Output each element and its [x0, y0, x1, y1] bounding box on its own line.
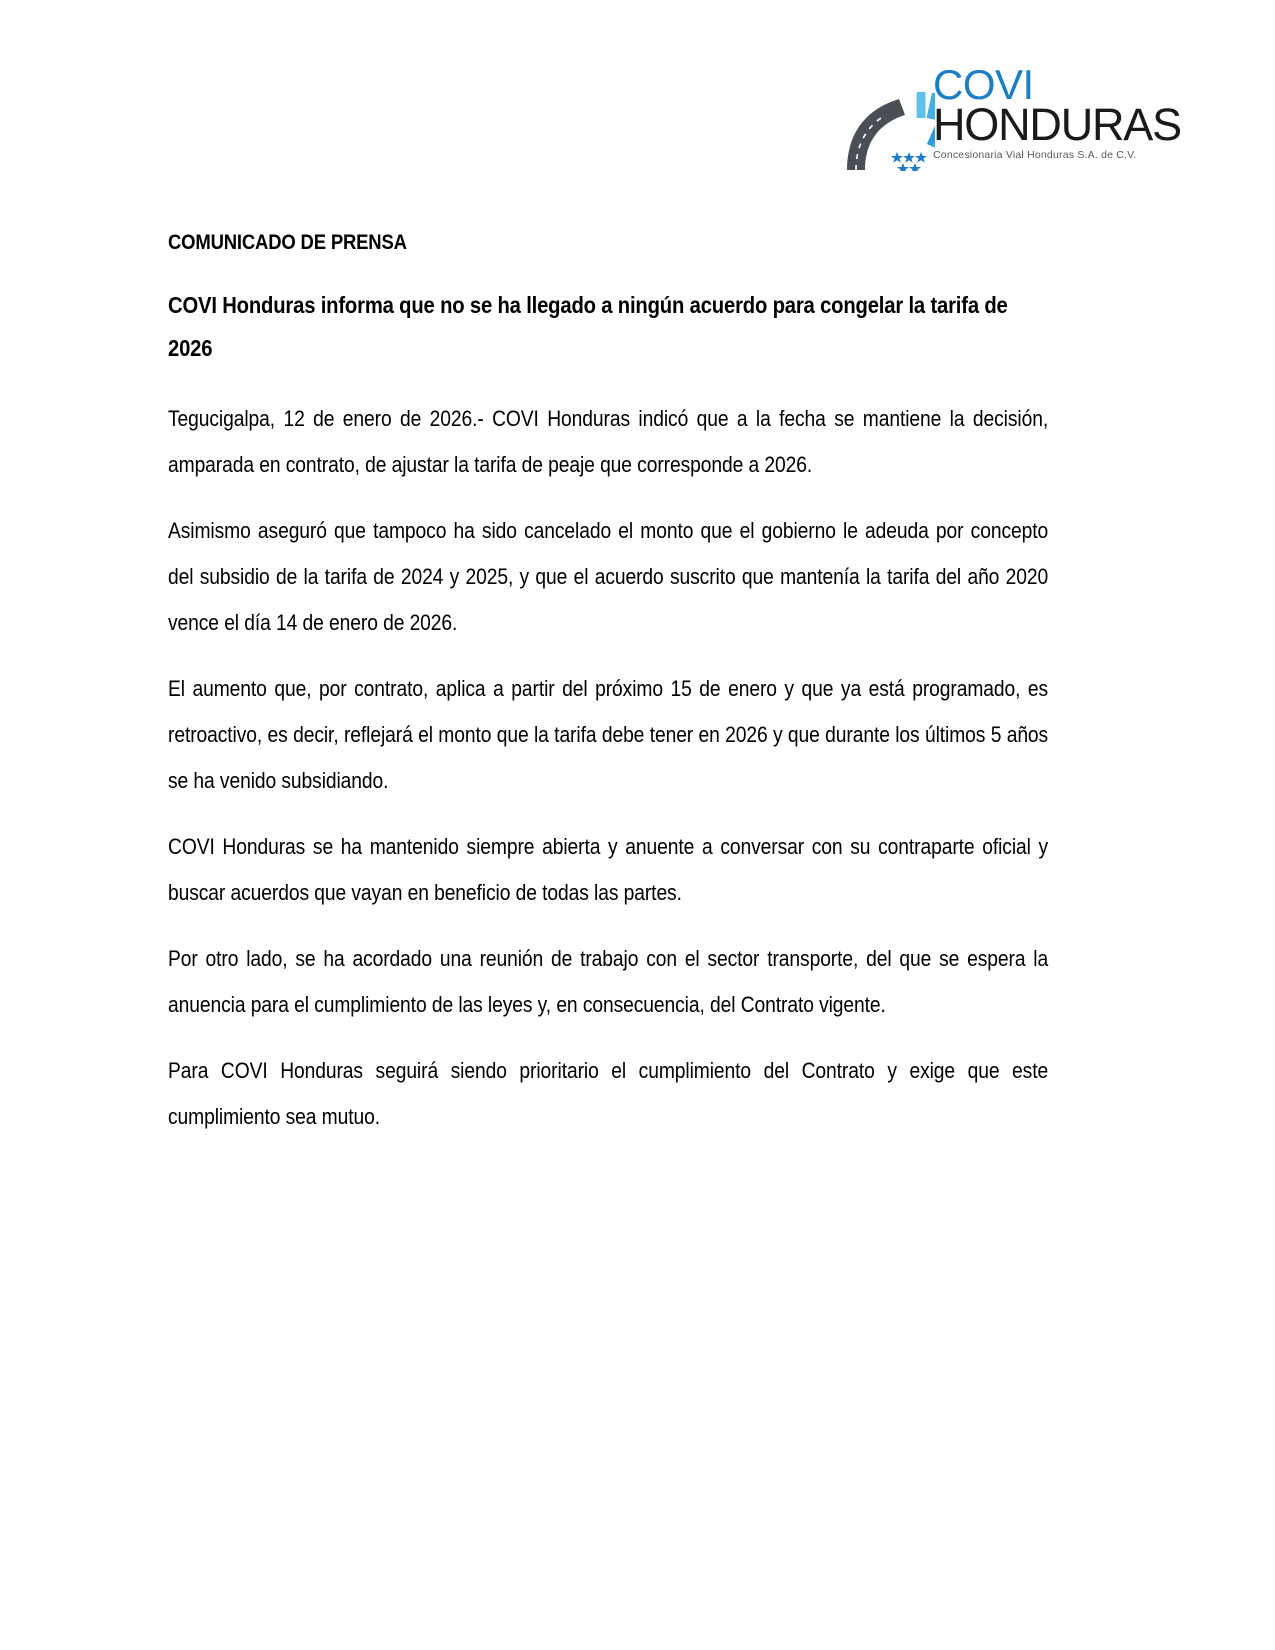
document-header: [825, 58, 1181, 173]
press-release-kicker: COMUNICADO DE PRENSA: [168, 231, 407, 254]
covi-honduras-logo: [825, 58, 1181, 173]
covi-road-fan-icon: [825, 66, 935, 171]
press-release-headline: COVI Honduras informa que no se ha llegado a ningún acuerdo para congelar la tarifa de 2026: [168, 292, 1008, 361]
logo-wordmark: [933, 61, 1181, 161]
logo-tagline: Concesionaria Vial Honduras S.A. de C.V.: [933, 149, 1137, 161]
paragraph: Por otro lado, se ha acordado una reunión de trabajo con el sector transporte, del que se espera la anuencia para el cumplimiento de las leyes y, en consecuencia, del Contrato vigente.: [168, 946, 1049, 1017]
document-body: [168, 228, 1048, 1140]
paragraph: Asimismo aseguró que tampoco ha sido cancelado el monto que el gobierno le adeuda por concepto del subsidio de la tarifa de 2024 y 2025, y que el acuerdo suscrito que mantenía la tarifa del año 2020 vence el día 14 de enero de 2026.: [168, 518, 1049, 635]
logo-honduras-text: HONDURAS: [933, 99, 1181, 150]
paragraph: Para COVI Honduras seguirá siendo prioritario el cumplimiento del Contrato y exige que este cumplimiento sea mutuo.: [168, 1058, 1049, 1129]
stars-icon: [891, 152, 927, 171]
paragraph: El aumento que, por contrato, aplica a partir del próximo 15 de enero y que ya está programado, es retroactivo, es decir, reflejará el monto que la tarifa debe tener en 2026 y que durante los últimos 5 años se ha venido subsidiando.: [168, 676, 1049, 793]
logo-covi-text: COVI: [933, 61, 1034, 108]
paragraph: COVI Honduras se ha mantenido siempre abierta y anuente a conversar con su contraparte oficial y buscar acuerdos que vayan en beneficio de todas las partes.: [168, 834, 1049, 905]
paragraph: Tegucigalpa, 12 de enero de 2026.- COVI Honduras indicó que a la fecha se mantiene la decisión, amparada en contrato, de ajustar la tarifa de peaje que corresponde a 2026.: [168, 406, 1049, 477]
